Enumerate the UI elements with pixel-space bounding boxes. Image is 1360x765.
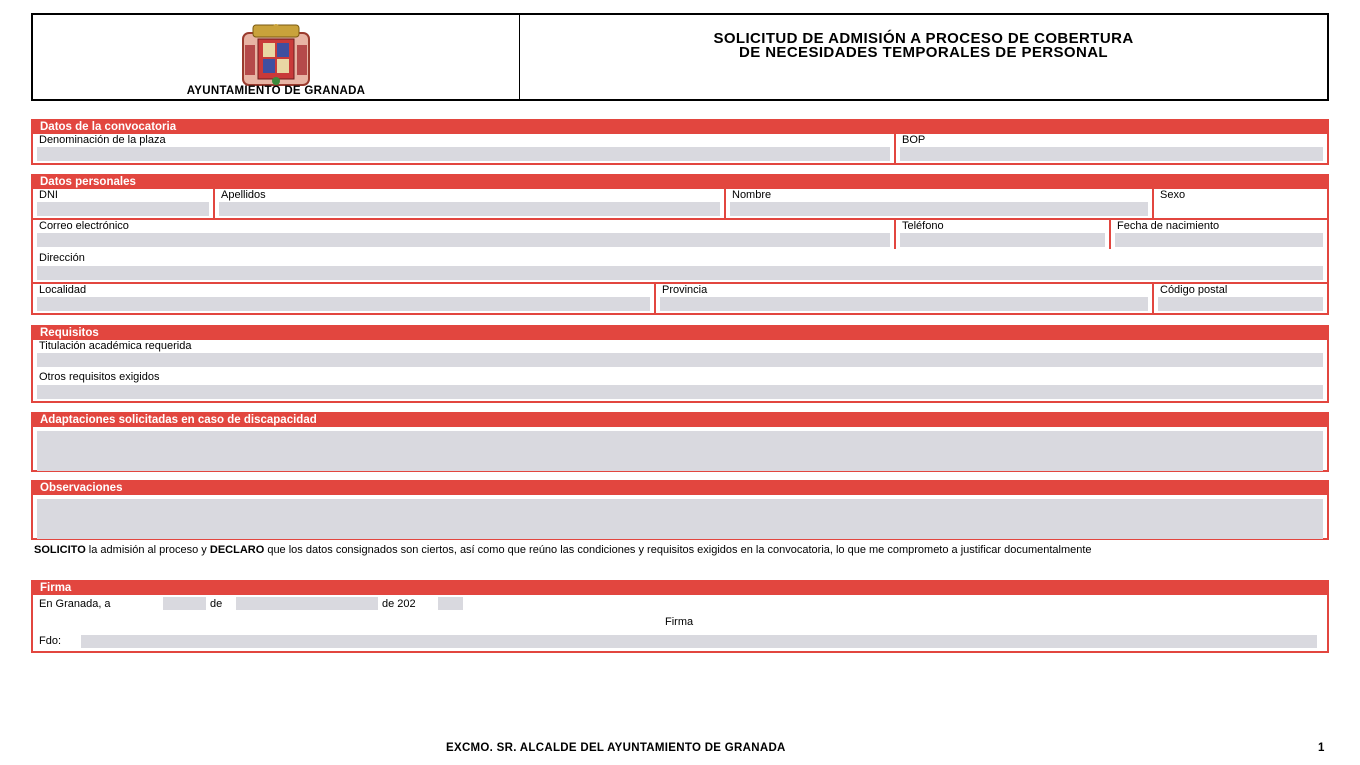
convocatoria-row — [33, 134, 1327, 163]
section-title: Datos personales — [33, 176, 1327, 189]
sexo-field[interactable] — [1158, 202, 1323, 216]
correo-field[interactable] — [37, 233, 890, 247]
apellidos-cell — [215, 189, 726, 218]
section-title: Adaptaciones solicitadas en caso de discapacidad — [33, 414, 1327, 427]
adaptaciones-field[interactable] — [37, 431, 1323, 471]
denominacion-field[interactable] — [37, 147, 890, 161]
footer-addressee: EXCMO. SR. ALCALDE DEL AYUNTAMIENTO DE GRANADA — [446, 742, 786, 754]
bop-label: BOP — [902, 134, 926, 146]
declaration-statement — [34, 545, 1294, 556]
section-adaptaciones — [31, 412, 1329, 472]
fecha-nacimiento-label: Fecha de nacimiento — [1117, 220, 1220, 232]
section-observaciones — [31, 480, 1329, 540]
section-title: Firma — [33, 582, 1327, 595]
localidad-label: Localidad — [39, 284, 87, 296]
apellidos-label: Apellidos — [221, 189, 266, 201]
codigo-postal-field[interactable] — [1158, 297, 1323, 311]
direccion-label: Dirección — [39, 252, 85, 264]
nombre-label: Nombre — [732, 189, 772, 201]
localidad-cell — [33, 284, 656, 313]
provincia-label: Provincia — [662, 284, 708, 296]
de-label: de — [210, 598, 223, 610]
personal-row-2 — [33, 218, 1327, 249]
declaro-word: DECLARO — [209, 544, 265, 556]
denominacion-cell — [33, 134, 896, 163]
organization-name: AYUNTAMIENTO DE GRANADA — [186, 85, 366, 97]
correo-cell — [33, 220, 896, 249]
day-field[interactable] — [163, 597, 206, 610]
bop-cell — [896, 134, 1327, 163]
de-year-label: de 202 — [382, 598, 416, 610]
coat-of-arms-icon — [231, 23, 321, 89]
bop-field[interactable] — [900, 147, 1323, 161]
form-title-line-1: SOLICITUD DE ADMISIÓN A PROCESO DE COBERTURA — [713, 30, 1134, 47]
year-field[interactable] — [438, 597, 463, 610]
otros-requisitos-label: Otros requisitos exigidos — [39, 371, 160, 383]
personal-row-3 — [33, 249, 1327, 282]
fdo-label: Fdo: — [39, 635, 62, 647]
form-header — [31, 13, 1329, 101]
codigo-postal-cell — [1154, 284, 1327, 313]
otros-requisitos-field[interactable] — [37, 385, 1323, 399]
fecha-nacimiento-cell — [1111, 220, 1327, 249]
nombre-cell — [726, 189, 1154, 218]
provincia-cell — [656, 284, 1154, 313]
fecha-nacimiento-field[interactable] — [1115, 233, 1323, 247]
correo-label: Correo electrónico — [39, 220, 129, 232]
page-number: 1 — [1318, 742, 1325, 754]
apellidos-field[interactable] — [219, 202, 720, 216]
denominacion-label: Denominación de la plaza — [39, 134, 166, 146]
titulacion-field[interactable] — [37, 353, 1323, 367]
personal-row-4 — [33, 282, 1327, 313]
otros-requisitos-row — [33, 369, 1327, 401]
observaciones-field[interactable] — [37, 499, 1323, 539]
section-datos-personales — [31, 174, 1329, 315]
codigo-postal-label: Código postal — [1160, 284, 1228, 296]
section-convocatoria — [31, 119, 1329, 165]
titulacion-label: Titulación académica requerida — [39, 340, 192, 352]
section-title: Requisitos — [33, 327, 1327, 340]
telefono-label: Teléfono — [902, 220, 944, 232]
header-org-cell — [33, 15, 520, 99]
section-requisitos — [31, 325, 1329, 403]
dni-label: DNI — [39, 189, 58, 201]
personal-row-1 — [33, 189, 1327, 218]
titulacion-row — [33, 340, 1327, 369]
otros-requisitos-cell — [33, 369, 1327, 401]
section-title: Datos de la convocatoria — [33, 121, 1327, 134]
nombre-field[interactable] — [730, 202, 1148, 216]
direccion-field[interactable] — [37, 266, 1323, 280]
direccion-cell — [33, 249, 1327, 282]
form-title-line-2: DE NECESIDADES TEMPORALES DE PERSONAL — [738, 44, 1108, 61]
telefono-cell — [896, 220, 1111, 249]
fdo-field[interactable] — [81, 635, 1317, 648]
firma-body — [33, 595, 1327, 651]
en-granada-label: En Granada, a — [39, 598, 111, 610]
telefono-field[interactable] — [900, 233, 1105, 247]
dni-cell — [33, 189, 215, 218]
localidad-field[interactable] — [37, 297, 650, 311]
solicito-word: SOLICITO — [34, 544, 86, 556]
firma-label: Firma — [665, 616, 694, 628]
month-field[interactable] — [236, 597, 378, 610]
sexo-cell — [1154, 189, 1327, 218]
section-title: Observaciones — [33, 482, 1327, 495]
provincia-field[interactable] — [660, 297, 1148, 311]
section-firma — [31, 580, 1329, 653]
sexo-label: Sexo — [1160, 189, 1186, 201]
statement-part-1: la admisión al proceso y — [85, 544, 210, 556]
statement-part-2: que los datos consignados son ciertos, así como que reúno las condiciones y requisitos exigidos en la convocatoria, lo que me comprometo a justificar documentalmente — [264, 544, 1092, 556]
titulacion-cell — [33, 340, 1327, 369]
dni-field[interactable] — [37, 202, 209, 216]
header-title-cell — [520, 15, 1327, 99]
